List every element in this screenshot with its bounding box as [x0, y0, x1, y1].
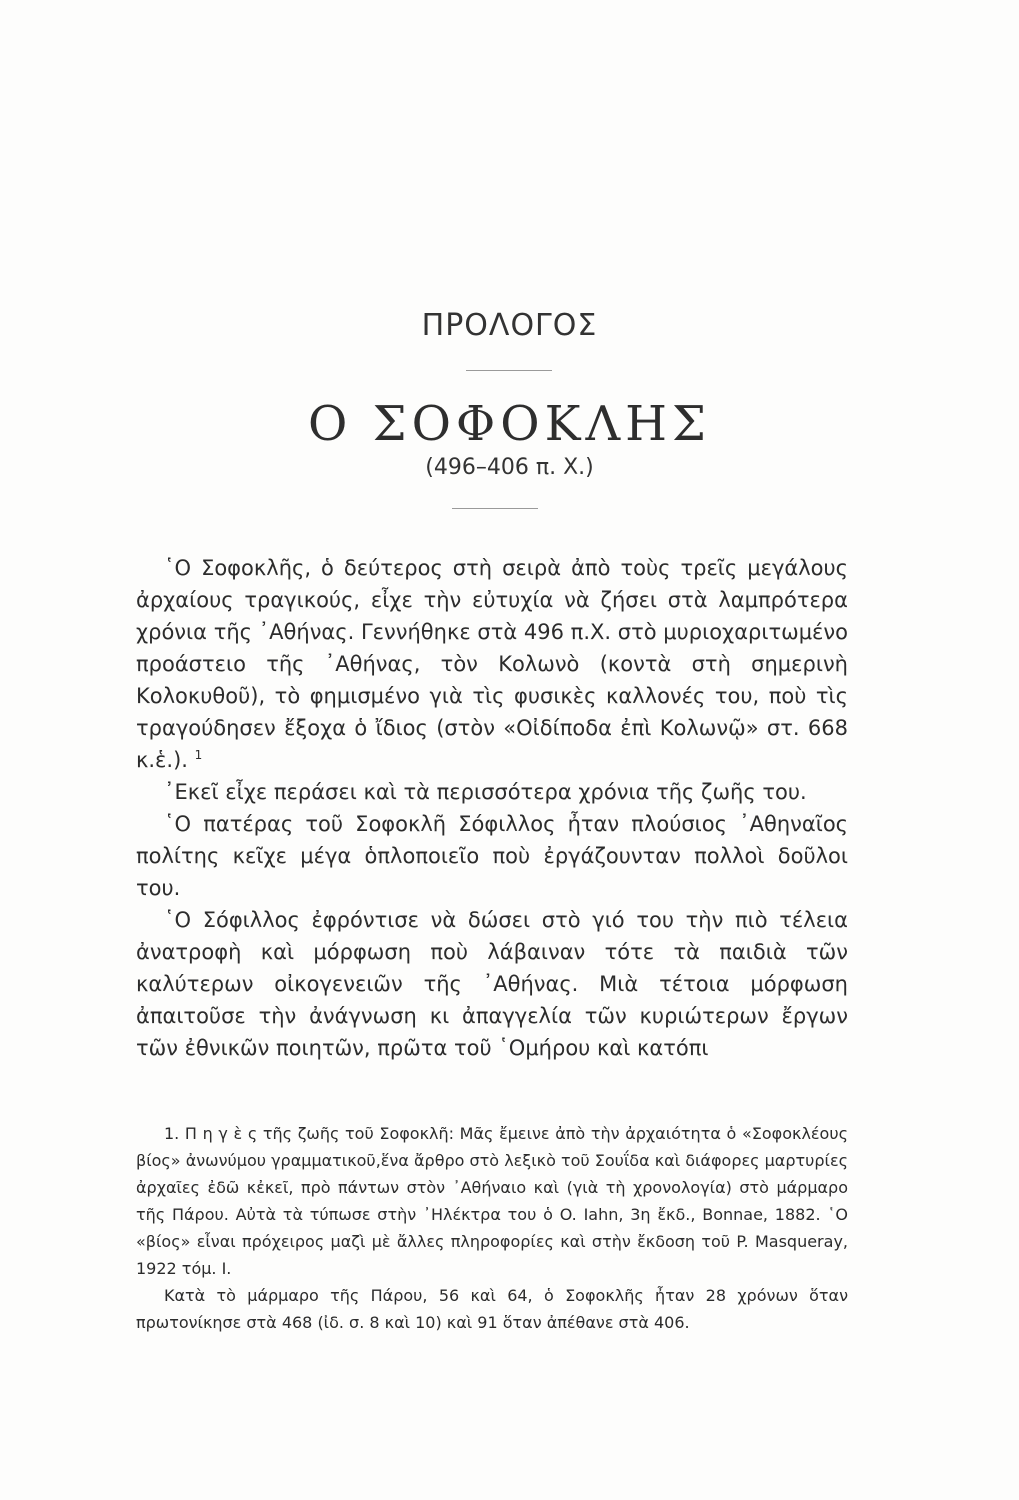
footnote-1: 1. Π η γ ὲ ς τῆς ζωῆς τοῦ Σοφοκλῆ: Μᾶς ἔμεινε ἀπὸ τὴν ἀρχαιότητα ὁ «Σοφοκλέους βίος» ἀνωνύμου γραμματικοῦ,ἕνα ἄρθρο στὸ λεξικὸ τοῦ Σουΐδα καὶ διάφορες μαρτυρίες ἀρχαῖες ἐδῶ κἐκεῖ, πρὸ πάντων στὸν ᾿Αθήναιο καὶ (γιὰ τὴ χρονολογία) στὸ μάρμαρο τῆς Πάρου. Αὐτὰ τὰ τύπωσε στὴν ᾿Ηλέκτρα του ὁ O. Iahn, 3η ἔκδ., Bonnae, 1882. ῾Ο «βίος» εἶναι πρόχειρος μαζὶ μὲ ἄλλες πληροφορίες καὶ στὴν ἔκδοση τοῦ P. Masqueray, 1922 τόμ. I. — [136, 1124, 848, 1278]
footnotes — [136, 1120, 848, 1336]
footnote-2: Κατὰ τὸ μάρμαρο τῆς Πάρου, 56 καὶ 64, ὁ Σοφοκλῆς ἦταν 28 χρόνων ὅταν πρωτονίκησε στὰ 468 (ἰδ. σ. 8 καὶ 10) καὶ 91 ὅταν ἀπέθανε στὰ 406. — [136, 1286, 848, 1332]
paragraph-4: ῾Ο Σόφιλλος ἐφρόντισε νὰ δώσει στὸ γιό του τὴν πιὸ τέλεια ἀνατροφὴ καὶ μόρφωση ποὺ λάβαιναν τότε τὰ παιδιὰ τῶν καλύτερων οἰκογενειῶν τῆς ᾿Αθήνας. Μιὰ τέτοια μόρφωση ἀπαιτοῦσε τὴν ἀνάγνωση κι ἀπαγγελία τῶν κυριώτερων ἔργων τῶν ἐθνικῶν ποιητῶν, πρῶτα τοῦ ῾Ομήρου καὶ κατόπι — [136, 908, 848, 1060]
paragraph-1 — [136, 552, 848, 776]
paragraph-1-text: ῾Ο Σοφοκλῆς, ὁ δεύτερος στὴ σειρὰ ἀπὸ τοὺς τρεῖς μεγάλους ἀρχαίους τραγικούς, εἶχε τὴν εὐτυχία νὰ ζήσει στὰ λαμπρότερα χρόνια τῆς ᾿Αθήνας. Γεννήθηκε στὰ 496 π.Χ. στὸ μυριοχαριτωμένο προάστειο τῆς ᾿Αθήνας, τὸν Κολωνὸ (κοντὰ στὴ σημερινὴ Κολοκυθοῦ), τὸ φημισμένο γιὰ τὶς φυσικὲς καλλονές του, ποὺ τὶς τραγούδησεν ἔξοχα ὁ ἴδιος (στὸν «Οἰδίποδα ἐπὶ Κολωνῷ» στ. 668 κ.ἑ.). — [136, 556, 848, 772]
paragraph-2: ᾿Εκεῖ εἶχε περάσει καὶ τὰ περισσότερα χρόνια τῆς ζωῆς του. — [164, 780, 807, 804]
divider-bottom — [452, 508, 538, 509]
section-heading: ΠΡΟΛΟΓΟΣ — [421, 308, 598, 343]
divider-top — [466, 370, 552, 371]
main-text — [136, 552, 848, 1064]
chapter-dates: (496–406 π. Χ.) — [425, 455, 594, 480]
footnote-ref-1: 1 — [194, 748, 203, 762]
chapter-title: Ο ΣΟΦΟΚΛΗΣ — [308, 396, 711, 452]
paragraph-3: ῾Ο πατέρας τοῦ Σοφοκλῆ Σόφιλλος ἦταν πλούσιος ᾿Αθηναῖος πολίτης κεῖχε μέγα ὁπλοποιεῖο ποὺ ἐργάζουνταν πολλοὶ δοῦλοι του. — [136, 812, 848, 900]
